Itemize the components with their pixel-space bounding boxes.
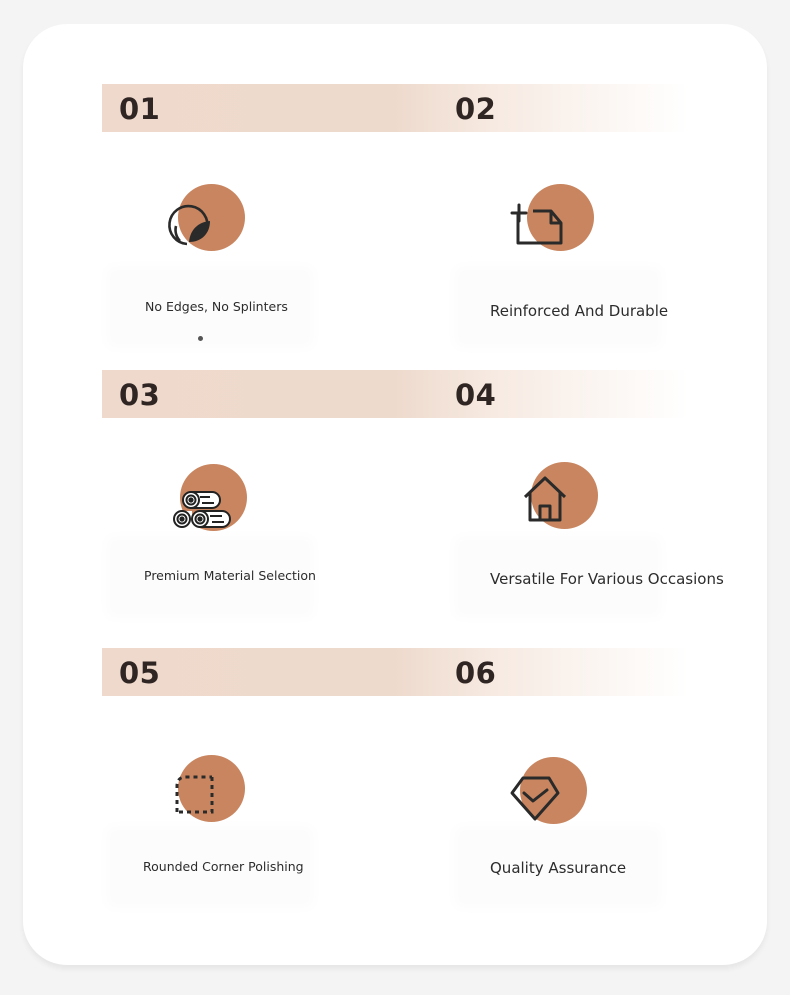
leaf-circle-icon	[166, 196, 216, 250]
diamond-check-icon	[509, 773, 561, 823]
feature-label-03: Premium Material Selection	[144, 568, 316, 583]
features-card	[23, 24, 767, 965]
feature-number-06: 06	[455, 656, 497, 690]
section-band-row-3	[102, 648, 688, 696]
decorative-dot	[198, 336, 203, 341]
feature-label-04: Versatile For Various Occasions	[490, 570, 724, 588]
feature-label-01: No Edges, No Splinters	[145, 299, 288, 314]
feature-label-02: Reinforced And Durable	[490, 302, 669, 320]
section-band-row-1	[102, 84, 688, 132]
feature-number-03: 03	[119, 378, 161, 412]
rounded-corner-icon	[172, 772, 218, 818]
feature-number-05: 05	[119, 656, 161, 690]
feature-number-04: 04	[455, 378, 497, 412]
feature-label-06: Quality Assurance	[490, 859, 627, 877]
document-plus-icon	[509, 201, 565, 247]
house-icon	[522, 475, 568, 523]
feature-label-05: Rounded Corner Polishing	[143, 859, 304, 874]
feature-number-02: 02	[455, 92, 497, 126]
feature-number-01: 01	[119, 92, 161, 126]
section-band-row-2	[102, 370, 688, 418]
wood-logs-icon	[170, 488, 230, 530]
